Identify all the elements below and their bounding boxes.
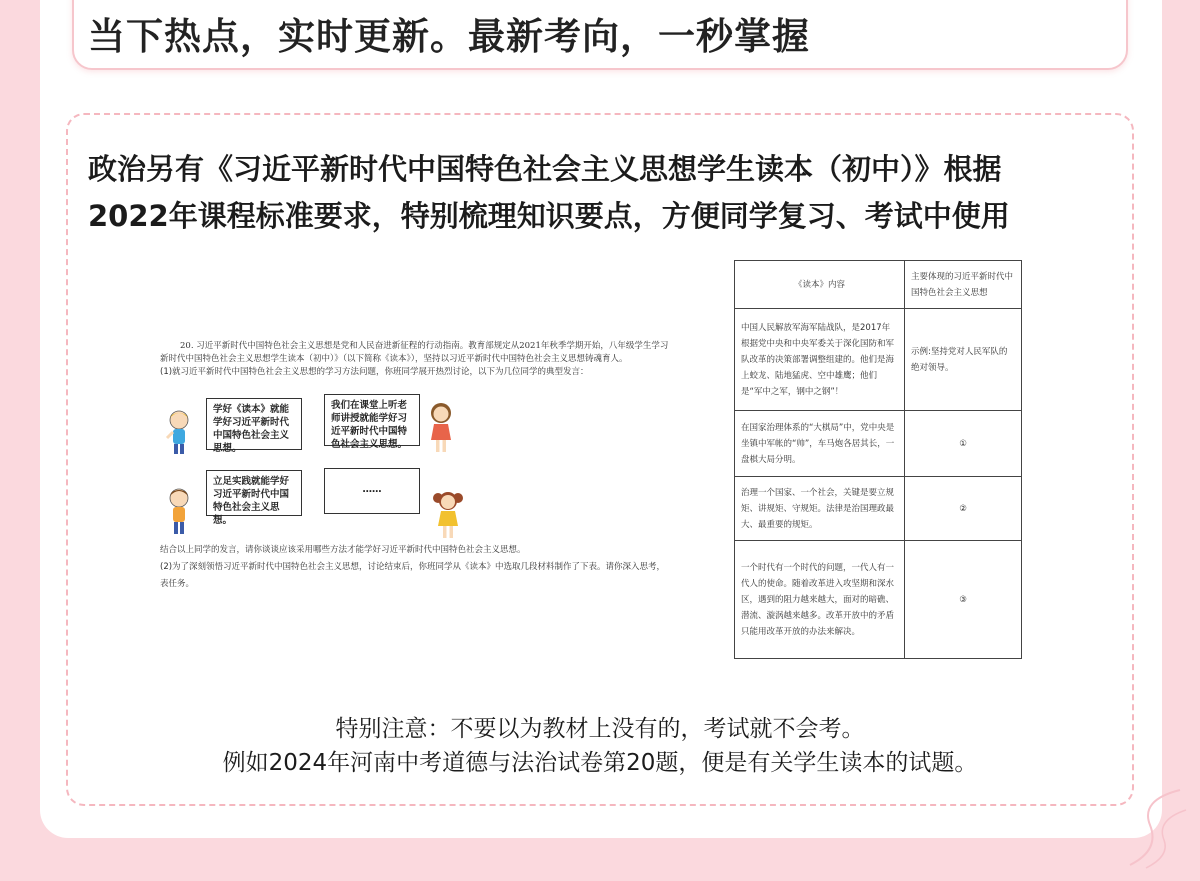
table-cell-idea: ③ — [905, 541, 1022, 659]
table-cell-idea: 示例:坚持党对人民军队的绝对领导。 — [905, 309, 1022, 411]
table-row — [735, 477, 1022, 541]
headline-text: 当下热点，实时更新。最新考向，一秒掌握 — [88, 15, 810, 58]
intro-line-1: 政治另有《习近平新时代中国特色社会主义思想学生读本（初中）》根据 — [88, 152, 1002, 186]
table-cell-content: 中国人民解放军海军陆战队，是2017年根据党中央和中央军委关于深化国防和军队改革的决策部署调整组建的。他们是海上蛟龙、陆地猛虎、空中雄鹰；他们是“军中之军，钢中之钢”！ — [735, 309, 905, 411]
intro-paragraph — [88, 146, 1128, 240]
table-row — [735, 541, 1022, 659]
special-note — [66, 712, 1134, 780]
student-girl-2-icon — [430, 488, 466, 542]
table-row — [735, 411, 1022, 477]
reader-content-table — [734, 260, 1022, 659]
speech-bubble-4: …… — [324, 468, 420, 514]
question-line-1: 20. 习近平新时代中国特色社会主义思想是党和人民奋进新征程的行动指南。教育部规定从2021年秋季学期开始，八年级学生学习 — [180, 341, 669, 351]
table-header-row — [735, 261, 1022, 309]
question-followup-1: 结合以上同学的发言，请你谈谈应该采用哪些方法才能学好习近平新时代中国特色社会主义思想。 — [160, 545, 526, 555]
table-cell-idea: ② — [905, 477, 1022, 541]
intro-line-2: 2022年课程标准要求，特别梳理知识要点，方便同学复习、考试中使用 — [88, 199, 1010, 233]
table-cell-content: 在国家治理体系的“大棋局”中，党中央是坐镇中军帐的“帅”，车马炮各居其长，一盘棋大局分明。 — [735, 411, 905, 477]
student-boy-2-icon — [164, 486, 194, 538]
decorative-swirl-icon — [1120, 780, 1190, 870]
table-cell-idea: ① — [905, 411, 1022, 477]
speech-bubble-3: 立足实践就能学好习近平新时代中国特色社会主义思想。 — [206, 470, 302, 516]
question-line-3: (1)就习近平新时代中国特色社会主义思想的学习方法问题，你班同学展开热烈讨论，以下为几位同学的典型发言： — [160, 367, 589, 377]
speech-bubble-2: 我们在课堂上听老师讲授就能学好习近平新时代中国特色社会主义思想。 — [324, 394, 420, 446]
table-row — [735, 309, 1022, 411]
note-line-2: 例如2024年河南中考道德与法治试卷第20题，便是有关学生读本的试题。 — [222, 750, 978, 776]
table-cell-content: 一个时代有一个时代的问题，一代人有一代人的使命。随着改革进入攻坚期和深水区，遇到的阻力越来越大，面对的暗礁、潜流、漩涡越来越多。改革开放中的矛盾只能用改革开放的办法来解决。 — [735, 541, 905, 659]
student-boy-1-icon — [164, 408, 194, 458]
question-line-2: 新时代中国特色社会主义思想学生读本（初中）》（以下简称《读本》），坚持以习近平新时代中国特色社会主义思想铸魂育人。 — [160, 354, 628, 364]
table-header-idea: 主要体现的习近平新时代中国特色社会主义思想 — [905, 261, 1022, 309]
table-cell-content: 治理一个国家、一个社会，关键是要立规矩、讲规矩、守规矩。法律是治国理政最大、最重要的规矩。 — [735, 477, 905, 541]
question-followup-2: (2)为了深刻领悟习近平新时代中国特色社会主义思想，讨论结束后，你班同学从《读本》中选取几段材料制作了下表。请你深入思考， — [160, 562, 666, 572]
note-line-1: 特别注意：不要以为教材上没有的，考试就不会考。 — [335, 716, 865, 742]
speech-bubble-1: 学好《读本》就能学好习近平新时代中国特色社会主义思想。 — [206, 398, 302, 450]
question-followup-3: 表任务。 — [160, 579, 195, 589]
exam-question-image — [160, 340, 680, 600]
table-header-content: 《读本》内容 — [735, 261, 905, 309]
student-girl-1-icon — [426, 400, 456, 456]
